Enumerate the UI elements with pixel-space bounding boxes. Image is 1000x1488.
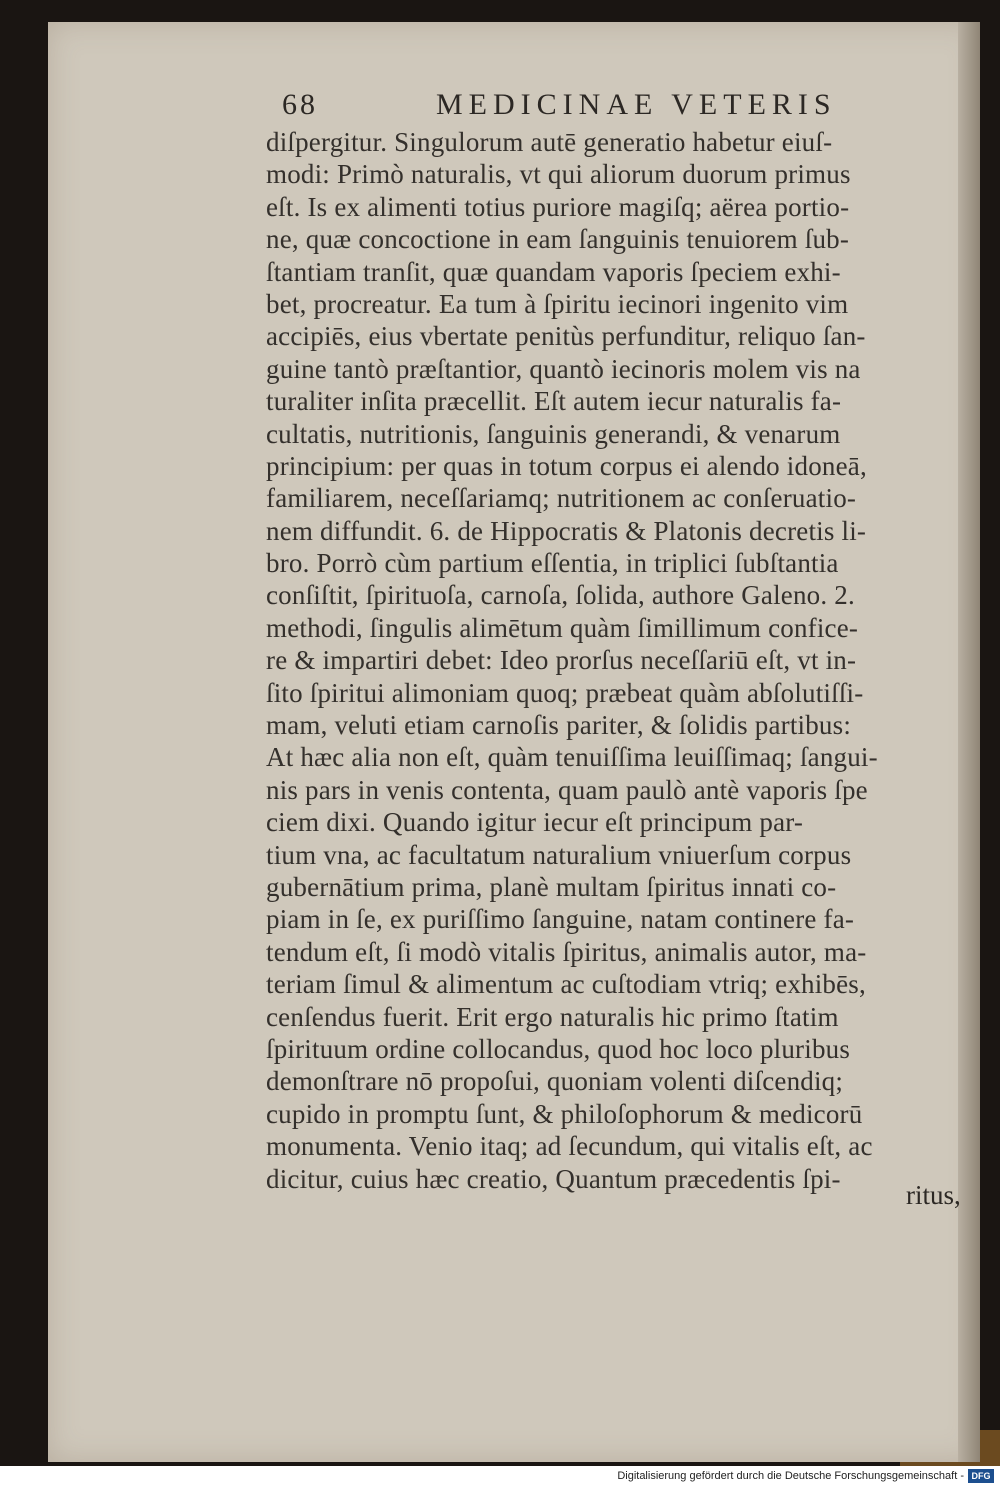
text-line: familiarem, neceſſariamq; nutritionem ac conſeruatio- [266,483,857,514]
text-line: modi: Primò naturalis, vt qui aliorum duorum primus [266,159,851,190]
text-line: principium: per quas in totum corpus ei alendo idoneā, [266,450,867,481]
text-line: bet, procreatur. Ea tum à ſpiritu iecinori ingenito vim [266,288,849,319]
catchword: ritus, [906,1180,961,1210]
footer-bar [0,1466,1000,1488]
running-head [282,88,842,122]
text-line: dicitur, cuius hæc creatio, Quantum præcedentis ſpi- [266,1163,841,1194]
page-number: 68 [282,88,318,121]
body-text [266,126,978,1195]
text-line: turaliter inſita præcellit. Eſt autem iecur naturalis fa- [266,386,842,417]
text-line: gubernātium prima, planè multam ſpiritus innati co- [266,871,837,902]
text-line: teriam ſimul & alimentum ac cuſtodiam vtriq; exhibēs, [266,969,866,1000]
text-line: accipiēs, eius vbertate penitùs perfunditur, reliquo ſan- [266,321,866,352]
text-line: ciem dixi. Quando igitur iecur eſt principum par- [266,807,804,838]
text-line: ſito ſpiritui alimoniam quoq; præbeat quàm abſolutiſſi- [266,677,864,708]
text-line: cultatis, nutritionis, ſanguinis generandi, & venarum [266,418,841,449]
funding-credit: Digitalisierung gefördert durch die Deutsche Forschungsgemeinschaft - [617,1470,964,1482]
text-line: monumenta. Venio itaq; ad ſecundum, qui vitalis eſt, ac [266,1131,873,1162]
text-line: nis pars in venis contenta, quam paulò antè vaporis ſpe [266,774,868,805]
running-head-title: MEDICINAE VETERIS [436,88,837,121]
text-line: At hæc alia non eſt, quàm tenuiſſima leuiſſimaq; ſangui- [266,742,878,773]
text-line: ne, quæ concoctione in eam ſanguinis tenuiorem ſub- [266,224,850,255]
text-line: eſt. Is ex alimenti totius puriore magiſq; aërea portio- [266,191,850,222]
text-line: cenſendus fuerit. Erit ergo naturalis hic primo ſtatim [266,1001,839,1032]
text-line: nem diffundit. 6. de Hippocratis & Platonis decretis li- [266,515,867,546]
text-line: cupido in promptu ſunt, & philoſophorum & medicorū [266,1098,863,1129]
text-line: diſpergitur. Singulorum autē generatio habetur eiuſ- [266,127,833,157]
text-line: piam in ſe, ex puriſſimo ſanguine, natam continere fa- [266,904,855,935]
text-line: mam, veluti etiam carnoſis pariter, & ſolidis partibus: [266,710,852,741]
text-line: ſtantiam tranſit, quæ quandam vaporis ſpeciem exhi- [266,256,841,287]
text-line: tendum eſt, ſi modò vitalis ſpiritus, animalis autor, ma- [266,936,867,967]
text-line: guine tantò præſtantior, quantò iecinoris molem vis na [266,353,861,384]
text-line: conſiſtit, ſpirituoſa, carnoſa, ſolida, authore Galeno. 2. [266,580,855,611]
text-line: ſpirituum ordine collocandus, quod hoc loco pluribus [266,1033,851,1064]
text-line: demonſtrare nō propoſui, quoniam volenti diſcendiq; [266,1066,844,1097]
text-line: bro. Porrò cùm partium eſſentia, in triplici ſubſtantia [266,548,839,579]
text-line: re & impartiri debet: Ideo prorſus neceſſariū eſt, vt in- [266,645,857,676]
text-line: tium vna, ac facultatum naturalium vniuerſum corpus [266,839,852,870]
text-line: methodi, ſingulis alimētum quàm ſimillimum confice- [266,612,859,643]
dfg-logo: DFG [968,1469,994,1483]
